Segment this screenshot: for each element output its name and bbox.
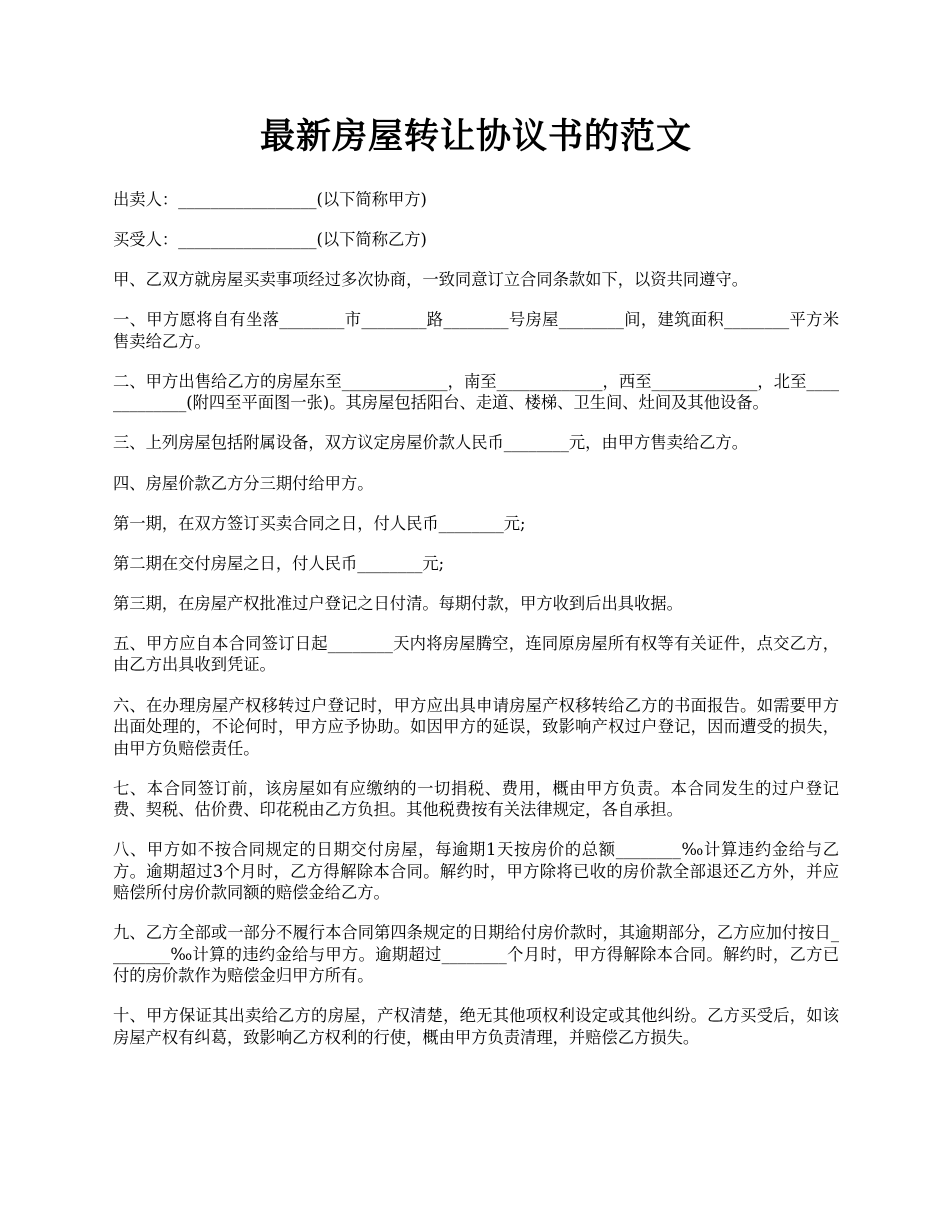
seller-line: 出卖人：_________________(以下简称甲方) bbox=[113, 190, 427, 209]
clause-10: 十、甲方保证其出卖给乙方的房屋，产权清楚，绝无其他项权利设定或其他纠纷。乙方买受后，如该房屋产权有纠葛，致影响乙方权利的行使，概由甲方负责清理，并赔偿乙方损失。 bbox=[113, 1006, 839, 1047]
clause-4: 四、房屋价款乙方分三期付给甲方。 bbox=[113, 473, 374, 493]
payment-phase-3: 第三期，在房屋产权批准过户登记之日付清。每期付款，甲方收到后出具收据。 bbox=[113, 593, 683, 613]
intro-paragraph: 甲、乙双方就房屋买卖事项经过多次协商，一致同意订立合同条款如下，以资共同遵守。 bbox=[113, 270, 748, 290]
buyer-line: 买受人：_________________(以下简称乙方) bbox=[113, 230, 427, 250]
document-title: 最新房屋转让协议书的范文 bbox=[259, 117, 692, 157]
payment-phase-1: 第一期，在双方签订买卖合同之日，付人民币________元; bbox=[113, 513, 526, 533]
clause-9: 九、乙方全部或一部分不履行本合同第四条规定的日期给付房价款时，其逾期部分，乙方应加付按日________‰计算的违约金给与甲方。逾期超过________个月时，甲方得解除本合同。解约时，乙方已付的房价款作为赔偿金归甲方所有。 bbox=[113, 923, 839, 986]
clause-6: 六、在办理房屋产权移转过户登记时，甲方应出具申请房屋产权移转给乙方的书面报告。如需要甲方出面处理的，不论何时，甲方应予协助。如因甲方的延误，致影响产权过户登记，因而遭受的损失，由甲方负赔偿责任。 bbox=[113, 695, 839, 758]
document-page bbox=[113, 112, 839, 1067]
clause-5: 五、甲方应自本合同签订日起________天内将房屋腾空，连同原房屋所有权等有关证件，点交乙方，由乙方出具收到凭证。 bbox=[113, 633, 839, 675]
clause-3: 三、上列房屋包括附属设备，双方议定房屋价款人民币________元，由甲方售卖给乙方。 bbox=[113, 433, 748, 453]
clause-8: 八、甲方如不按合同规定的日期交付房屋，每逾期1天按房价的总额________‰计算违约金给与乙方。逾期超过3个月时，乙方得解除本合同。解约时，甲方除将已收的房价款全部退还乙方外，并应赔偿所付房价款同额的赔偿金给乙方。 bbox=[113, 840, 839, 903]
clause-1: 一、甲方愿将自有坐落________市________路________号房屋________间，建筑面积________平方米售卖给乙方。 bbox=[113, 310, 839, 351]
payment-phase-2: 第二期在交付房屋之日，付人民币________元; bbox=[113, 553, 445, 573]
clause-7: 七、本合同签订前，该房屋如有应缴纳的一切捐税、费用，概由甲方负责。本合同发生的过户登记费、契税、估价费、印花税由乙方负担。其他税费按有关法律规定，各自承担。 bbox=[113, 778, 839, 820]
clause-2: 二、甲方出售给乙方的房屋东至_____________，南至_____________，西至_____________，北至_____________(附四至平面图一张)。其房屋包括阳台、走道、楼梯、卫生间、灶间及其他设备。 bbox=[113, 371, 839, 413]
